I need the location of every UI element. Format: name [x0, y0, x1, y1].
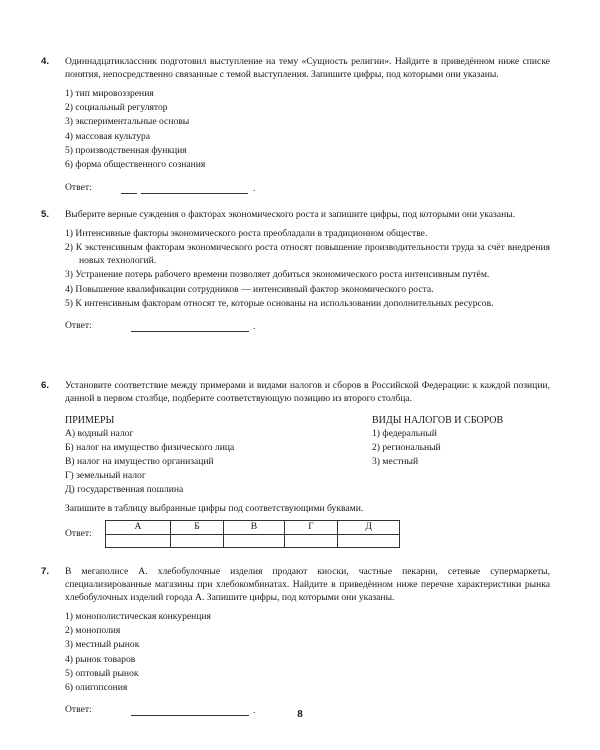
answer-period: . [253, 183, 256, 195]
option-item: 1) Интенсивные факторы экономического роста преобладали в традиционном обществе. [65, 227, 428, 239]
answer-label: Ответ: [65, 528, 92, 540]
question-5 [41, 209, 550, 332]
answer-period: . [253, 705, 256, 717]
answer-line[interactable] [131, 331, 249, 332]
answer-period: . [253, 320, 256, 332]
question-text: Выберите верные суждения о факторах экономического роста и запишите цифры, под которыми они указаны. [65, 209, 516, 220]
option-item: 5) оптовый рынок [65, 667, 139, 679]
table-header-cell: Г [284, 521, 338, 535]
answer-label: Ответ: [65, 704, 92, 716]
option-item: 2) К экстенсивным факторам экономического роста относят повышение производительности труда за счёт внедрения новых технологий. [65, 242, 550, 267]
question-number: 7. [41, 566, 50, 577]
answer-cell[interactable] [106, 534, 171, 547]
example-item: А) водный налог [65, 428, 134, 440]
answer-cell[interactable] [284, 534, 338, 547]
question-text: Одиннадцатиклассник подготовил выступление на тему «Сущность религии». Найдите в приведённом ниже списке понятия, непосредственно связанные с темой выступления. Запишите цифры, под которыми они указаны. [65, 56, 550, 80]
tax-type-item: 3) местный [372, 456, 419, 468]
question-7 [41, 566, 550, 717]
options-list [65, 228, 550, 311]
example-item: Д) государственная пошлина [65, 484, 184, 496]
question-text: В мегаполисе А. хлебобулочные изделия продают киоски, частные пекарни, сетевые супермаркеты, специализированные магазины при хлебокомбинатах. Найдите в приведённом ниже перечне характеристики рынка хлебобулочных изделий города А. Запишите цифры, под которыми они указаны. [65, 566, 550, 603]
option-item: 1) тип мировоззрения [65, 87, 154, 99]
answer-line-short [121, 193, 137, 194]
page-number: 8 [297, 708, 303, 720]
example-item: Б) налог на имущество физического лица [65, 442, 235, 454]
tax-types-list [372, 428, 532, 469]
question-number: 6. [41, 380, 50, 391]
option-item: 2) социальный регулятор [65, 102, 168, 114]
tax-types-column [372, 414, 532, 499]
table-header-cell: В [224, 521, 285, 535]
options-list [65, 611, 550, 696]
option-item: 3) экспериментальные основы [65, 116, 190, 128]
option-item: 6) олигопсония [65, 682, 128, 694]
tax-types-heading: ВИДЫ НАЛОГОВ И СБОРОВ [372, 414, 504, 426]
answer-table [105, 520, 400, 548]
table-instruction: Запишите в таблицу выбранные цифры под соответствующими буквами. [65, 503, 364, 515]
question-number: 5. [41, 209, 50, 220]
option-item: 6) форма общественного сознания [65, 159, 206, 171]
answer-line[interactable] [141, 193, 248, 194]
examples-column [65, 414, 325, 499]
examples-list [65, 428, 325, 497]
answer-cell[interactable] [170, 534, 223, 547]
option-item: 5) производственная функция [65, 145, 187, 157]
answer-cell[interactable] [224, 534, 285, 547]
example-item: В) налог на имущество организаций [65, 456, 214, 468]
option-item: 5) К интенсивным факторам относят те, которые основаны на использовании дополнительных ресурсов. [65, 298, 494, 310]
question-text: Установите соответствие между примерами и видами налогов и сборов в Российской Федерации: к каждой позиции, данной в первом столбце, подберите соответствующую позицию из второго столбца. [65, 380, 550, 404]
table-header-cell: Б [170, 521, 223, 535]
option-item: 4) Повышение квалификации сотрудников — интенсивный фактор экономического роста. [65, 283, 434, 295]
option-item: 4) рынок товаров [65, 653, 136, 665]
table-header-cell: А [106, 521, 171, 535]
examples-heading: ПРИМЕРЫ [65, 414, 115, 426]
option-item: 2) монополия [65, 624, 121, 636]
matching-columns [65, 414, 550, 499]
example-item: Г) земельный налог [65, 470, 146, 482]
answer-row [65, 182, 550, 194]
answer-cell[interactable] [338, 534, 400, 547]
answer-row [65, 320, 550, 332]
question-number: 4. [41, 56, 50, 67]
tax-type-item: 1) федеральный [372, 428, 437, 440]
answer-label: Ответ: [65, 182, 92, 194]
options-list [65, 88, 550, 173]
answer-label: Ответ: [65, 319, 92, 331]
answer-table-row [65, 520, 550, 548]
option-item: 3) местный рынок [65, 639, 140, 651]
option-item: 4) массовая культура [65, 130, 151, 142]
question-6 [41, 380, 550, 548]
option-item: 3) Устранение потерь рабочего времени позволяет добиться экономического роста интенсивным путём. [65, 269, 490, 281]
option-item: 1) монополистическая конкуренция [65, 610, 211, 622]
table-header-cell: Д [338, 521, 400, 535]
question-4 [41, 56, 550, 195]
tax-type-item: 2) региональный [372, 442, 441, 454]
